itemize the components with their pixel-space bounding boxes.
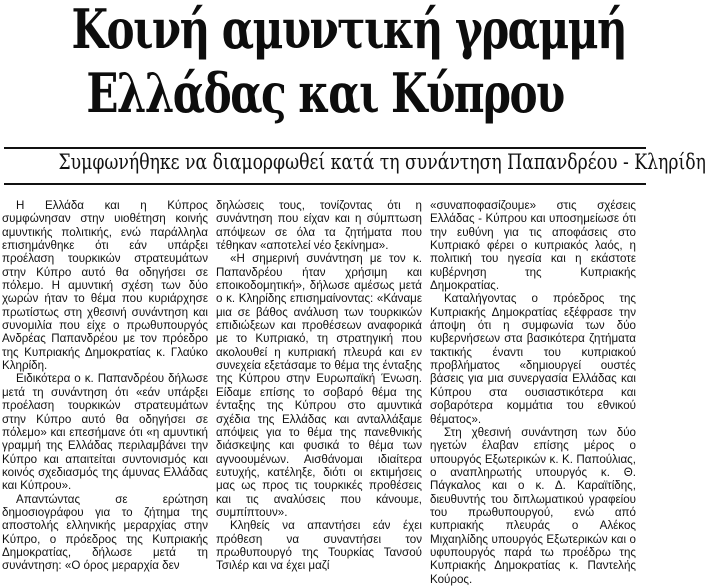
article-column-3	[430, 199, 636, 586]
article-column-1	[2, 199, 208, 573]
paragraph: «συναποφασίζουμε» στις σχέσεις Ελλάδας - Κύπρου και υποσημείωσε ότι την ευθύνη για τις αποφάσεις στο Κυπριακό φέρει ο κυπριακός λαός, η πολιτική του ηγεσία και η εκάστοτε κυβέρνηση της Κυπριακής Δημοκρατίας.	[430, 199, 636, 293]
paragraph: Η Ελλάδα και η Κύπρος συμφώνησαν στην υιοθέτηση κοινής αμυντικής πολιτικής, ενώ παράλληλα επισημάνθηκε ότι εάν υπάρξει προέλαση τουρκικών στρατευμάτων στην Κύπρο αυτό θα οδηγήσει σε πόλεμο. Η αμυντική σχέση των δύο χωρών ήταν το θέμα που κυριάρχησε πρωτίστως στη χθεσινή συνάντηση και συνομιλία που είχε ο πρωθυπουργός Ανδρέας Παπανδρέου με τον πρόεδρο της Κυπριακής Δημοκρατίας κ. Γλαύκο Κληρίδη.	[2, 199, 208, 373]
headline-line-1: Κοινή αμυντική γραμμή	[71, 0, 627, 61]
paragraph: Ειδικότερα ο κ. Παπανδρέου δήλωσε μετά τη συνάντηση ότι «εάν υπάρξει προέλαση τουρκικών στρατευμάτων στην Κύπρο αυτό θα οδηγήσει σε πόλεμο» και επεσήμανε ότι «η αμυντική γραμμή της Ελλάδας περιλαμβάνει την Κύπρο και απαιτείται συντονισμός και κοινός σχεδιασμός της άμυνας Ελλάδας και Κύπρου».	[2, 372, 208, 493]
paragraph: Απαντώντας σε ερώτηση δημοσιογράφου για το ζήτημα της αποστολής ελληνικής μεραρχίας στην Κύπρο, ο πρόεδρος της Κυπριακής Δημοκρατίας, δήλωσε μετά τη συνάντηση: «Ο όρος μεραρχία δεν	[2, 492, 208, 573]
paragraph: «Η σημερινή συνάντηση με τον κ. Παπανδρέου ήταν χρήσιμη και εποικοδομητική», δήλωσε αμέσως μετά ο κ. Κληρίδης επισημαίνοντας: «Κάναμε μια σε βάθος ανάλυση των τουρκικών επιδιώξεων και προθέσεων αναφορικά με το Κυπριακό, τη στρατηγική που ακολουθεί η κυπριακή πλευρά και εν συνεχεία εξετάσαμε το θέμα της ένταξης της Κύπρου στην Ευρωπαϊκή Ένωση. Είδαμε επίσης το σοβαρό θέμα της ένταξης της Κύπρου στο αμυντικά σχέδια της Ελλάδας και ανταλλάξαμε απόψεις για το θέμα της πανεθνικής διάσκεψης και φυσικά το θέμα των αγνοουμένων. Αισθάνομαι ιδιαίτερα ευτυχής, κατέληξε, διότι οι εκτιμήσεις μας ως προς τις τουρκικές προθέσεις και τις αναλύσεις που κάνουμε, συμπίπτουν».	[216, 252, 422, 519]
article-column-2	[216, 199, 422, 573]
rule-below-subheadline	[4, 183, 646, 185]
paragraph: Κληθείς να απαντήσει εάν έχει πρόθεση να συναντήσει τον πρωθυπουργό της Τουρκίας Τανσού Τσιλέρ και να έχει μαζί	[216, 519, 422, 573]
paragraph: δηλώσεις τους, τονίζοντας ότι η συνάντηση που είχαν και η σύμπτωση απόψεων σε όλα τα ζητήματα που τέθηκαν «αποτελεί νέο ξεκίνημα».	[216, 199, 422, 253]
paragraph: Στη χθεσινή συνάντηση των δύο ηγετών έλαβαν επίσης μέρος ο υπουργός Εξωτερικών κ. Κ. Παπούλιας, ο αναπληρωτής υπουργός κ. Θ. Πάγκαλος και ο κ. Δ. Καραϊτίδης, διευθυντής του διπλωματικού γραφείου του πρωθυπουργού, ενώ από κυπριακής πλευράς ο Αλέκος Μιχαηλίδης υπουργός Εξωτερικών και ο υφυπουργός παρά τω προέδρω της Κυπριακής Δημοκρατίας κ. Παντελής Κούρος.	[430, 425, 636, 586]
subheadline: Συμφωνήθηκε να διαμορφωθεί κατά τη συνάντηση Παπανδρέου - Κληρίδη	[58, 150, 706, 174]
rule-above-subheadline	[4, 147, 646, 149]
headline-line-2: Ελλάδας και Κύπρου	[86, 61, 564, 125]
paragraph: Καταλήγοντας ο πρόεδρος της Κυπριακής Δημοκρατίας εξέφρασε την άποψη ότι η συμφωνία των δύο κυβερνήσεων στα βασικότερα ζητήματα τακτικής έναντι του κυπριακού προβλήματος «δημιουργεί ουστές βάσεις για μια συνεργασία Ελλάδας και Κύπρου στα ουσιαστικότερα και σοβαρότερα κομμάτια του εθνικού θέματος».	[430, 292, 636, 426]
article-body	[0, 199, 650, 586]
